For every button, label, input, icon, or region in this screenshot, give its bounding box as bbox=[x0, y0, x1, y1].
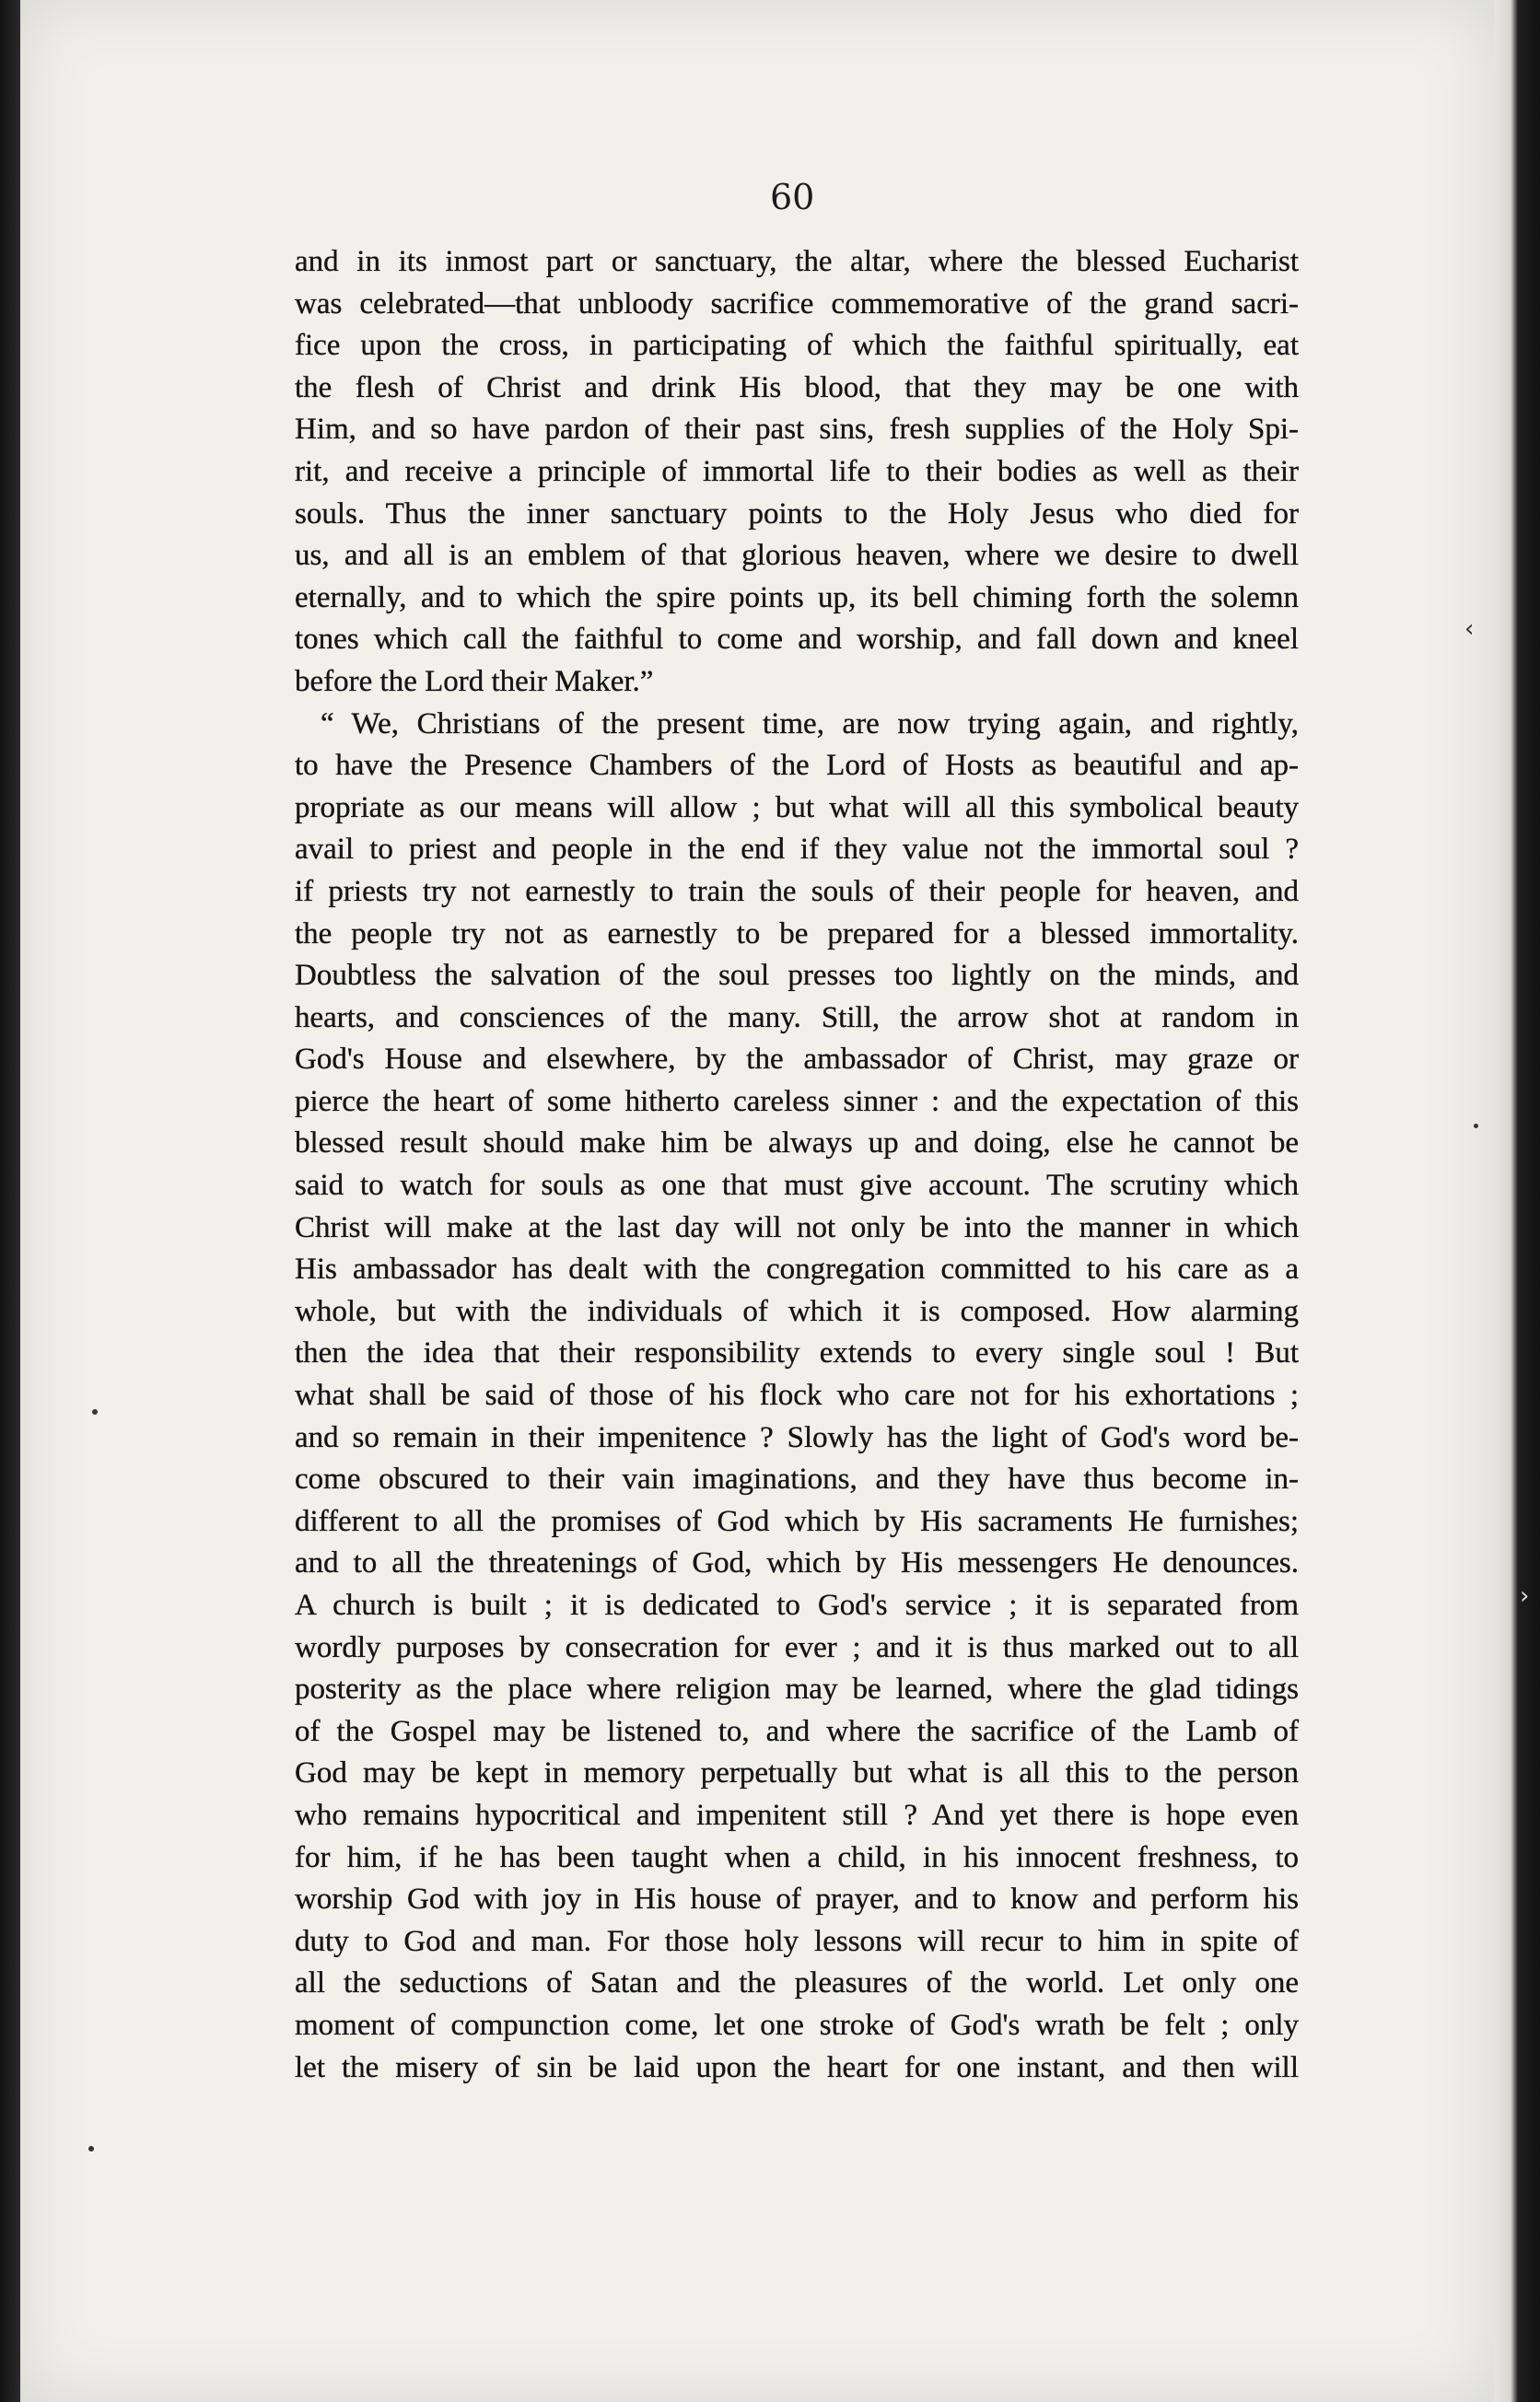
scan-speck bbox=[1474, 1124, 1478, 1128]
text-line: wordly purposes by consecration for ever ; and it is thus marked out to all bbox=[295, 1630, 1299, 1664]
text-line: worship God with joy in His house of prayer, and to know and perform his bbox=[295, 1883, 1299, 1917]
text-line: if priests try not earnestly to train the souls of their people for heaven, and bbox=[295, 874, 1299, 908]
text-line: avail to priest and people in the end if they value not the immortal soul ? bbox=[295, 833, 1299, 867]
text-line: propriate as our means will allow ; but what will all this symbolical beauty bbox=[295, 790, 1299, 824]
text-line: and so remain in their impenitence ? Slowly has the light of God's word be- bbox=[295, 1420, 1299, 1454]
text-line: moment of compunction come, let one stroke of God's wrath be felt ; only bbox=[295, 2008, 1299, 2042]
text-line: come obscured to their vain imaginations, and they have thus become in- bbox=[295, 1463, 1299, 1497]
text-line: hearts, and consciences of the many. Still, the arrow shot at random in bbox=[295, 1000, 1299, 1034]
text-line: Doubtless the salvation of the soul presses too lightly on the minds, and bbox=[295, 959, 1299, 993]
text-line: who remains hypocritical and impenitent still ? And yet there is hope even bbox=[295, 1798, 1299, 1832]
text-line: whole, but with the individuals of which it is composed. How alarming bbox=[295, 1294, 1299, 1328]
text-line: and to all the threatenings of God, which by His messengers He denounces. bbox=[295, 1546, 1299, 1580]
text-line: His ambassador has dealt with the congregation committed to his care as a bbox=[295, 1253, 1299, 1287]
text-line: let the misery of sin be laid upon the heart for one instant, and then will bbox=[295, 2050, 1299, 2084]
page-number: 60 bbox=[770, 177, 815, 217]
text-line: God may be kept in memory perpetually but what is all this to the person bbox=[295, 1756, 1299, 1790]
text-line: rit, and receive a principle of immortal life to their bodies as well as their bbox=[295, 454, 1299, 488]
text-line: eternally, and to which the spire points up, its bell chiming forth the solemn bbox=[295, 580, 1299, 614]
text-line: different to all the promises of God which by His sacraments He furnishes; bbox=[295, 1504, 1299, 1538]
text-line: us, and all is an emblem of that glorious heaven, where we desire to dwell bbox=[295, 539, 1299, 573]
text-line: then the idea that their responsibility extends to every single soul ! But bbox=[295, 1336, 1299, 1370]
text-line: pierce the heart of some hitherto careless sinner : and the expectation of this bbox=[295, 1084, 1299, 1118]
text-line: Him, and so have pardon of their past sins, fresh supplies of the Holy Spi- bbox=[295, 413, 1299, 447]
text-line: fice upon the cross, in participating of which the faithful spiritually, eat bbox=[295, 329, 1299, 363]
body-text bbox=[295, 241, 1299, 2089]
text-line: A church is built ; it is dedicated to God's service ; it is separated from bbox=[295, 1589, 1299, 1622]
text-line: duty to God and man. For those holy lessons will recur to him in spite of bbox=[295, 1924, 1299, 1958]
scan-speck bbox=[92, 1409, 98, 1415]
text-line: what shall be said of those of his flock who care not for his exhortations ; bbox=[295, 1379, 1299, 1413]
text-line: said to watch for souls as one that must give account. The scrutiny which bbox=[295, 1169, 1299, 1203]
text-line: before the Lord their Maker.” bbox=[295, 664, 654, 698]
text-line: was celebrated—that unbloody sacrifice commemorative of the grand sacri- bbox=[295, 286, 1299, 321]
text-line: souls. Thus the inner sanctuary points to the Holy Jesus who died for bbox=[295, 496, 1299, 531]
scan-mark: ‹ bbox=[1464, 615, 1475, 643]
text-line: to have the Presence Chambers of the Lord of Hosts as beautiful and ap- bbox=[295, 749, 1299, 783]
text-line: for him, if he has been taught when a child, in his innocent freshness, to bbox=[295, 1840, 1299, 1874]
text-line: the people try not as earnestly to be prepared for a blessed immortality. bbox=[295, 916, 1299, 950]
text-line: blessed result should make him be always up and doing, else he cannot be bbox=[295, 1126, 1299, 1160]
scan-right-border bbox=[1494, 0, 1540, 2402]
text-line: Christ will make at the last day will not only be into the manner in which bbox=[295, 1210, 1299, 1244]
text-line: and in its inmost part or sanctuary, the altar, where the blessed Eucharist bbox=[295, 245, 1299, 278]
text-line: of the Gospel may be listened to, and where the sacrifice of the Lamb of bbox=[295, 1714, 1299, 1748]
scan-left-border bbox=[0, 0, 20, 2402]
text-line: “ We, Christians of the present time, are now trying again, and rightly, bbox=[321, 706, 1299, 740]
scan-mark: › bbox=[1520, 1582, 1530, 1610]
text-line: all the seductions of Satan and the pleasures of the world. Let only one bbox=[295, 1966, 1299, 2000]
text-line: God's House and elsewhere, by the ambassador of Christ, may graze or bbox=[295, 1043, 1299, 1077]
text-line: tones which call the faithful to come and worship, and fall down and kneel bbox=[295, 623, 1299, 657]
text-line: the flesh of Christ and drink His blood, that they may be one with bbox=[295, 370, 1299, 404]
text-line: posterity as the place where religion may be learned, where the glad tidings bbox=[295, 1673, 1299, 1707]
scan-speck bbox=[88, 2146, 94, 2151]
